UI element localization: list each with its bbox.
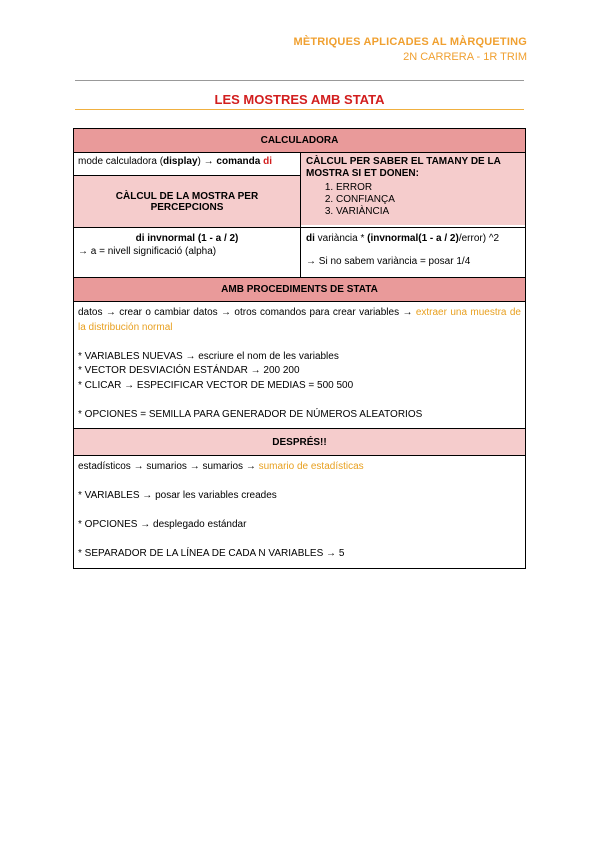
header-course-term: 2N CARRERA - 1R TRIM: [403, 51, 527, 63]
procedures-heading: AMB PROCEDIMENTS DE STATA: [221, 284, 378, 295]
procedures-intro-link: extraer una muestra de la distribución normal: [78, 307, 521, 333]
after-body-row: [74, 456, 525, 568]
header-divider: [75, 80, 524, 81]
procedures-body-row: [74, 302, 525, 429]
formula-left-cell: [74, 228, 301, 277]
calc-method-row: [74, 153, 525, 228]
calc-perceptions-heading-cell: [74, 176, 300, 227]
calc-sample-size-list: [306, 182, 520, 218]
formula-right-mid: variància *: [314, 233, 368, 244]
calculator-heading: CALCULADORA: [260, 135, 339, 146]
list-item: * VARIABLES → posar les variables creades: [78, 490, 277, 501]
list-item: 1. ERROR: [336, 182, 520, 194]
calc-mode-cell: [74, 153, 300, 176]
procedures-options: * OPCIONES = SEMILLA PARA GENERADOR DE NÚMEROS ALEATORIOS: [78, 408, 423, 420]
list-item: * SEPARADOR DE LA LÍNEA DE CADA N VARIABLES → 5: [78, 548, 345, 559]
after-intro: [78, 460, 521, 475]
formula-right-tail: /error) ^2: [458, 233, 500, 244]
mode-arrow: ) →: [197, 156, 217, 167]
page-title: LES MOSTRES AMB STATA: [214, 92, 385, 107]
procedures-heading-row: [74, 278, 525, 302]
calc-left-column: [74, 153, 301, 227]
list-item: * CLICAR → ESPECIFICAR VECTOR DE MEDIAS = 500 500: [78, 379, 354, 391]
after-intro-link: sumario de estadísticas: [258, 461, 364, 472]
calculator-heading-row: [74, 129, 525, 153]
list-item: * OPCIONES → desplegado estándar: [78, 519, 247, 530]
procedures-intro: [78, 306, 521, 335]
procedures-intro-text: datos → crear o cambiar datos → otros comandos para crear variables →: [78, 307, 416, 318]
list-item: * VARIABLES NUEVAS → escriure el nom de les variables: [78, 350, 339, 362]
list-item: 3. VARIÀNCIA: [336, 206, 520, 218]
calc-sample-size-cell: [301, 153, 525, 225]
after-heading-row: [74, 429, 525, 456]
title-underline: [75, 109, 524, 110]
formula-right: [306, 232, 520, 245]
calc-formula-row: [74, 228, 525, 278]
formula-right-cell: [301, 228, 525, 277]
formula-right-bold: (invnormal(1 - a / 2): [367, 233, 459, 244]
formula-left-note: → a = nivell significació (alpha): [78, 246, 217, 257]
after-intro-text: estadísticos → sumarios → sumarios →: [78, 461, 259, 472]
mode-comanda: comanda: [216, 156, 261, 167]
header-course-title: MÈTRIQUES APLICADES AL MÀRQUETING: [293, 36, 527, 48]
formula-right-di: di: [306, 233, 315, 244]
mode-display: display: [163, 156, 198, 167]
mode-di: di: [263, 156, 272, 167]
mode-text: mode calculadora (: [78, 156, 164, 167]
list-item: 2. CONFIANÇA: [336, 194, 520, 206]
after-body: [74, 456, 525, 568]
formula-right-note: → Si no sabem variància = posar 1/4: [306, 256, 471, 267]
summary-table: [73, 128, 526, 569]
list-item: * VECTOR DESVIACIÓN ESTÁNDAR → 200 200: [78, 365, 300, 376]
after-heading: DESPRÉS!!: [272, 436, 327, 448]
calc-perceptions-heading: CÀLCUL DE LA MOSTRA PER PERCEPCIONS: [115, 190, 259, 213]
calc-sample-size-heading: CÀLCUL PER SABER EL TAMANY DE LA MOSTRA SI ET DONEN:: [306, 156, 501, 179]
formula-left: di invnormal (1 - a / 2): [135, 233, 239, 244]
procedures-body: [74, 302, 525, 428]
